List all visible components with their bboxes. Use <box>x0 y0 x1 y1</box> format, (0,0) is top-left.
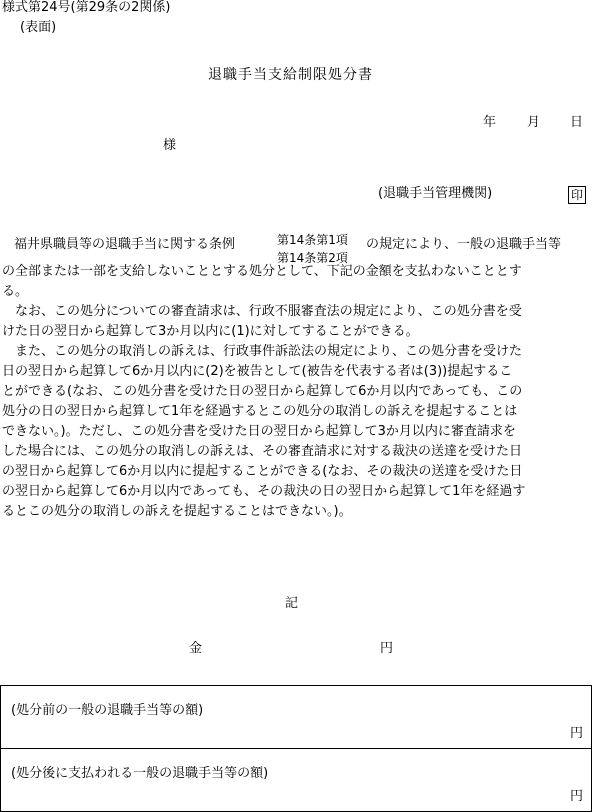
body-line: る。 <box>2 284 29 299</box>
document-title: 退職手当支給制限処分書 <box>208 67 373 83</box>
body-line: の翌日から起算して6か月以内であっても、その裁決の日の翌日から起算して1年を経過す <box>2 484 526 499</box>
date-month: 月 <box>527 115 541 130</box>
form-number: 様式第24号(第29条の2関係) <box>2 0 171 15</box>
date-day: 日 <box>570 115 584 130</box>
amount-yen: 円 <box>380 641 394 656</box>
amount-after-label: (処分後に支払われる一般の退職手当等の額) <box>11 766 269 781</box>
addressee-suffix: 様 <box>163 138 177 153</box>
body-line: とができる(なお、この処分書を受けた日の翌日から起算して6か月以内であっても、この <box>2 384 523 399</box>
amount-after-box <box>0 748 592 812</box>
body-line: の全部または一部を支給しないこととする処分として、下記の金額を支払わないこととす <box>2 264 522 279</box>
amount-after-unit: 円 <box>569 789 583 804</box>
side-label: (表面) <box>20 20 57 35</box>
seal-mark: 印 <box>568 186 586 204</box>
body-line: 処分の日の翌日から起算して1年を経過するとこの処分の取消しの訴えを提起することは <box>2 404 518 419</box>
body-line: なお、この処分についての審査請求は、行政不服審査法の規定により、この処分書を受 <box>15 304 522 319</box>
date-year: 年 <box>483 115 497 130</box>
amount-before-label: (処分前の一般の退職手当等の額) <box>11 703 204 718</box>
body-line: 日の翌日から起算して6か月以内に(2)を被告として(被告を代表する者は(3))提起するこ <box>2 364 513 379</box>
body-line-1b: の規定により、一般の退職手当等 <box>366 237 562 252</box>
issuer-label: (退職手当管理機関) <box>378 186 493 201</box>
body-line: できない。)。ただし、この処分書を受けた日の翌日から起算して3か月以内に審査請求を <box>2 424 516 439</box>
body-line: した場合には、この処分の取消しの訴えは、その審査請求に対する裁決の送達を受けた日 <box>2 444 523 459</box>
clause-option-1: 第14条第1項 <box>277 233 348 247</box>
body-line: けた日の翌日から起算して3か月以内に(1)に対してすることができる。 <box>2 324 419 339</box>
amount-before-box <box>0 685 592 749</box>
amount-before-unit: 円 <box>569 726 583 741</box>
body-text <box>2 262 590 522</box>
body-line: また、この処分の取消しの訴えは、行政事件訴訟法の規定により、この処分書を受けた <box>15 344 523 359</box>
amount-kin: 金 <box>189 641 203 656</box>
body-line: の翌日から起算して6か月以内に提起することができる(なお、その裁決の送達を受けた日 <box>2 464 523 479</box>
body-line: るとこの処分の取消しの訴えを提起することはできない。)。 <box>2 504 352 519</box>
body-line-1a: 福井県職員等の退職手当に関する条例 <box>14 237 236 252</box>
ki-heading: 記 <box>285 596 299 611</box>
clause-option-2: 第14条第2項 <box>277 251 348 265</box>
